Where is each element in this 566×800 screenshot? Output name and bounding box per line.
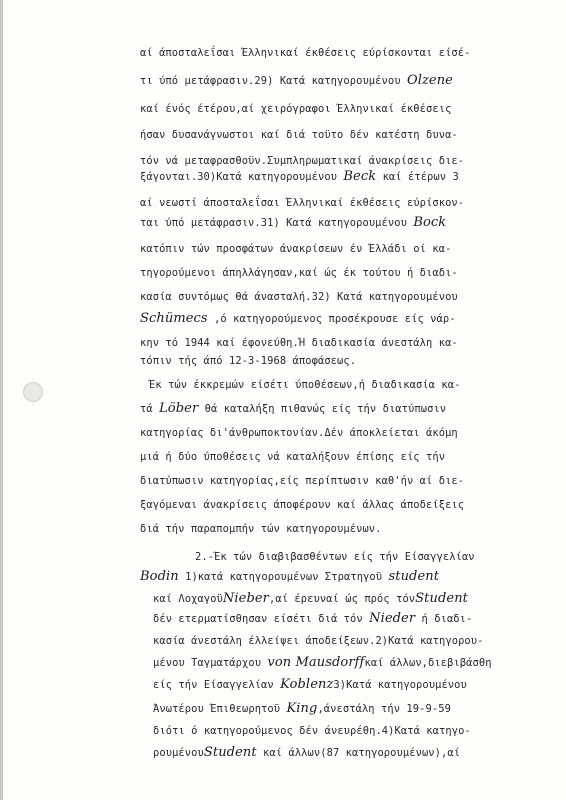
text-line — [140, 570, 552, 584]
text-line — [153, 678, 552, 692]
text-line — [140, 74, 552, 88]
line-text: αί άποσταλεΐσαι Έλληνικαί έκθέσεις εύρίσκονται είσέ- — [140, 47, 471, 59]
line-text: διά τήν παραπομπήν τών κατηγορουμένων. — [140, 523, 382, 535]
line-text: κατηγορίας δι'άνθρωποκτονίαν.Δέν άποκλείεται άκόμη — [140, 427, 458, 439]
handwritten-name: Student — [203, 745, 257, 760]
line-text: ήσαν δυσανάγνωστοι καί διά τοϋτο δέν κατέστη δυνα- — [140, 129, 458, 141]
text-line — [140, 128, 552, 142]
text-line — [140, 450, 552, 464]
line-text: 3)Κατά κατηγορουμένου — [333, 679, 467, 691]
line-text: μένου Ταγματάρχου — [153, 657, 262, 669]
text-line — [153, 724, 552, 738]
text-line — [195, 550, 552, 564]
text-line — [140, 522, 552, 536]
handwritten-name: Schümecs — [140, 311, 208, 326]
line-text: διατύπωσιν κατηγορίας,είς περίπτωσιν καθ'ήν αί διε- — [140, 475, 465, 487]
handwritten-name: Olzene — [406, 73, 453, 88]
handwritten-name: Nieder — [369, 611, 416, 626]
text-line — [140, 354, 552, 368]
line-text: καί άλλων(87 κατηγορουμένων),αί — [263, 747, 461, 759]
handwritten-name: Löber — [159, 401, 199, 416]
line-text: 2.-Έκ τών διαβιβασθέντων είς τήν Είσαγγελίαν — [195, 551, 475, 563]
text-line — [140, 46, 552, 60]
handwritten-name: Nieber — [222, 591, 269, 606]
text-line — [153, 702, 552, 716]
text-line — [140, 216, 552, 230]
line-text: ,αί έρευναί ώς πρός τόν — [268, 593, 416, 605]
text-line — [140, 170, 552, 184]
text-line — [140, 266, 552, 280]
line-text: ται ύπό μετάφρασιν.31) Κατά κατηγορουμένου — [140, 217, 407, 229]
text-line — [153, 612, 552, 626]
line-text: κασία άνεστάλη έλλείψει άποδείξεων.2)Κατά κατηγορου- — [153, 635, 484, 647]
handwritten-name: Beck — [343, 169, 377, 184]
line-text: ρουμένου — [153, 747, 204, 759]
text-line — [153, 592, 552, 606]
handwritten-name: Bock — [413, 215, 447, 230]
line-text: καί ένός έτέρου,αί χειρόγραφοι Έλληνικαί έκθέσεις — [140, 103, 452, 115]
line-text: τά — [140, 403, 153, 415]
text-line — [140, 196, 552, 210]
handwritten-name: King — [286, 701, 318, 716]
line-text: ξάγονται.30)Κατά κατηγορουμένου — [140, 171, 338, 183]
handwritten-name: Bodin — [140, 569, 179, 584]
text-line — [140, 242, 552, 256]
line-text: ,άνεστάλη τήν 19-9-59 — [317, 703, 451, 715]
text-line — [149, 378, 552, 392]
line-text: τόπιν τής άπό 12-3-1968 άποφάσεως. — [140, 355, 357, 367]
line-text: κατόπιν τών προσφάτων άνακρίσεων έν Έλλάδι οί κα- — [140, 243, 452, 255]
text-line — [140, 336, 552, 350]
line-text: καί Λοχαγοϋ — [153, 593, 223, 605]
line-text: τηγορούμενοι άπηλλάγησαν,καί ώς έκ τούτου ή διαδι- — [140, 267, 458, 279]
line-text: τόν νά μεταφρασθοϋν.Συμπληρωματικαί άνακρίσεις διε- — [140, 155, 465, 167]
line-text: Έκ τών έκκρεμών είσέτι ύποθέσεων,ή διαδικασία κα- — [149, 379, 461, 391]
text-line — [140, 402, 552, 416]
text-line — [153, 746, 552, 760]
line-text: δέν ετερματίσθησαν είσέτι διά τόν — [153, 613, 363, 625]
line-text: μιά ή δύο ύποθέσεις νά καταλήξουν έπίσης είς τήν — [140, 451, 446, 463]
text-line — [140, 102, 552, 116]
handwritten-name: student — [388, 569, 440, 584]
line-text: καί άλλων,διεβιβάσθη — [364, 657, 492, 669]
text-line — [140, 426, 552, 440]
text-line — [153, 656, 552, 670]
line-text: καί έτέρων 3 — [382, 171, 459, 183]
line-text: ή διαδι- — [421, 613, 473, 625]
text-line — [140, 312, 552, 326]
punch-hole — [23, 382, 43, 402]
line-text: τι ύπό μετάφρασιν.29) Κατά κατηγορουμένου — [140, 75, 401, 87]
text-line — [140, 154, 552, 168]
text-line — [140, 474, 552, 488]
line-text: θά καταλήξη πιθανώς είς τήν διατύπωσιν — [204, 403, 447, 415]
line-text: αί νεωστί άποσταλεΐσαι Έλληνικαί έκθέσεις εύρίσκον- — [140, 197, 465, 209]
handwritten-name: Student — [415, 591, 468, 606]
line-text: είς τήν Είσαγγελίαν — [153, 679, 274, 691]
text-line — [153, 634, 552, 648]
handwritten-name: Koblenz — [280, 677, 334, 692]
line-text: Άνωτέρου Έπιθεωρητοϋ — [153, 703, 281, 715]
text-line — [140, 498, 552, 512]
line-text: κην τό 1944 καί έφονεύθη.Ή διαδικασία άνεστάλη κα- — [140, 337, 458, 349]
line-text: ξαγόμεναι άνακρίσεις άποφέρουν καί άλλας άποδείξεις — [140, 499, 465, 511]
text-line — [140, 290, 552, 304]
handwritten-name: von Mausdorff — [267, 655, 365, 670]
line-text: 1)κατά κατηγορουμένων Στρατηγοϋ — [185, 571, 383, 583]
line-text: ,ό κατηγορούμενος προσέκρουσε είς νάρ- — [214, 313, 456, 325]
line-text: διότι ό κατηγορούμενος δέν άνευρέθη.4)Κατά κατηγο- — [153, 725, 471, 737]
line-text: κασία συντόμως θά άνασταλή.32) Κατά κατηγορουμένου — [140, 291, 458, 303]
